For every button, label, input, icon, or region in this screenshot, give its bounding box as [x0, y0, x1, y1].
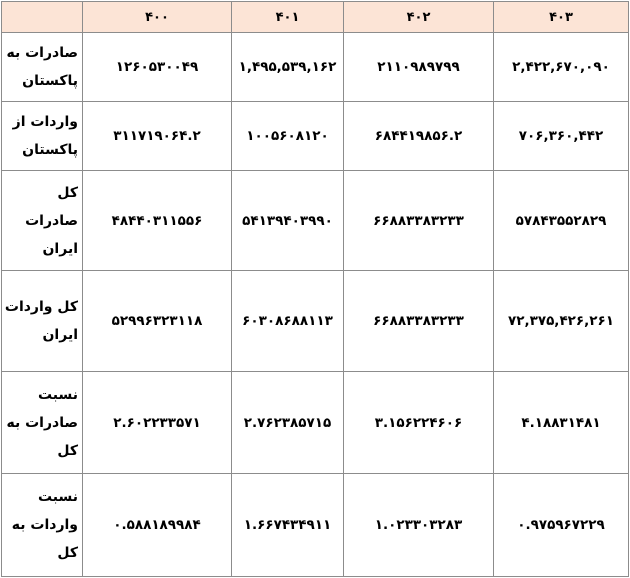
table-cell: ۱۲۶۰۵۳۰۰۴۹	[83, 33, 232, 102]
table-cell: ۰.۵۸۸۱۸۹۹۸۴	[83, 474, 232, 577]
table-cell: ۶۶۸۸۳۳۸۳۲۳۳	[344, 171, 494, 271]
table-cell: ۲.۷۶۲۳۸۵۷۱۵	[232, 372, 344, 474]
table-row	[2, 102, 629, 171]
table-cell: ۵۷۸۴۳۵۵۲۸۲۹	[494, 171, 629, 271]
table-cell: ۴.۱۸۸۳۱۴۸۱	[494, 372, 629, 474]
table-cell: ۳۱۱۷۱۹۰۶۴.۲	[83, 102, 232, 171]
row-label: کل واردات ایران	[2, 271, 83, 372]
header-corner-cell	[2, 2, 83, 33]
column-header: ۴۰۰	[83, 2, 232, 33]
column-header: ۴۰۳	[494, 2, 629, 33]
table-cell: ۲,۴۲۲,۶۷۰,۰۹۰	[494, 33, 629, 102]
table-cell: ۲.۶۰۲۲۳۳۵۷۱	[83, 372, 232, 474]
table-cell: ۷۰۶,۳۶۰,۴۴۲	[494, 102, 629, 171]
table-cell: ۳.۱۵۶۲۲۴۶۰۶	[344, 372, 494, 474]
column-header: ۴۰۲	[344, 2, 494, 33]
table-cell: ۵۲۹۹۶۳۲۳۱۱۸	[83, 271, 232, 372]
table-cell: ۲۱۱۰۹۸۹۷۹۹	[344, 33, 494, 102]
table-row	[2, 372, 629, 474]
table-cell: ۷۲,۳۷۵,۴۲۶,۲۶۱	[494, 271, 629, 372]
table-row	[2, 271, 629, 372]
row-label: نسبت واردات به کل	[2, 474, 83, 577]
row-label: کل صادرات ایران	[2, 171, 83, 271]
table-row	[2, 171, 629, 271]
row-label: صادرات به پاکستان	[2, 33, 83, 102]
table-cell: ۱۰۰۵۶۰۸۱۲۰	[232, 102, 344, 171]
table-cell: ۶۰۳۰۸۶۸۸۱۱۳	[232, 271, 344, 372]
trade-table	[1, 1, 629, 577]
table-cell: ۶۸۴۴۱۹۸۵۶.۲	[344, 102, 494, 171]
table-cell: ۱,۴۹۵,۵۳۹,۱۶۲	[232, 33, 344, 102]
table-cell: ۴۸۴۴۰۳۱۱۵۵۶	[83, 171, 232, 271]
table-cell: ۱.۶۶۷۴۳۴۹۱۱	[232, 474, 344, 577]
header-row	[2, 2, 629, 33]
table-cell: ۱.۰۲۳۳۰۳۲۸۳	[344, 474, 494, 577]
table-cell: ۰.۹۷۵۹۶۷۲۲۹	[494, 474, 629, 577]
table-row	[2, 33, 629, 102]
row-label: واردات از پاکستان	[2, 102, 83, 171]
column-header: ۴۰۱	[232, 2, 344, 33]
table-cell: ۶۶۸۸۳۳۸۳۲۳۳	[344, 271, 494, 372]
row-label: نسبت صادرات به کل	[2, 372, 83, 474]
table-cell: ۵۴۱۳۹۴۰۳۹۹۰	[232, 171, 344, 271]
table-row	[2, 474, 629, 577]
